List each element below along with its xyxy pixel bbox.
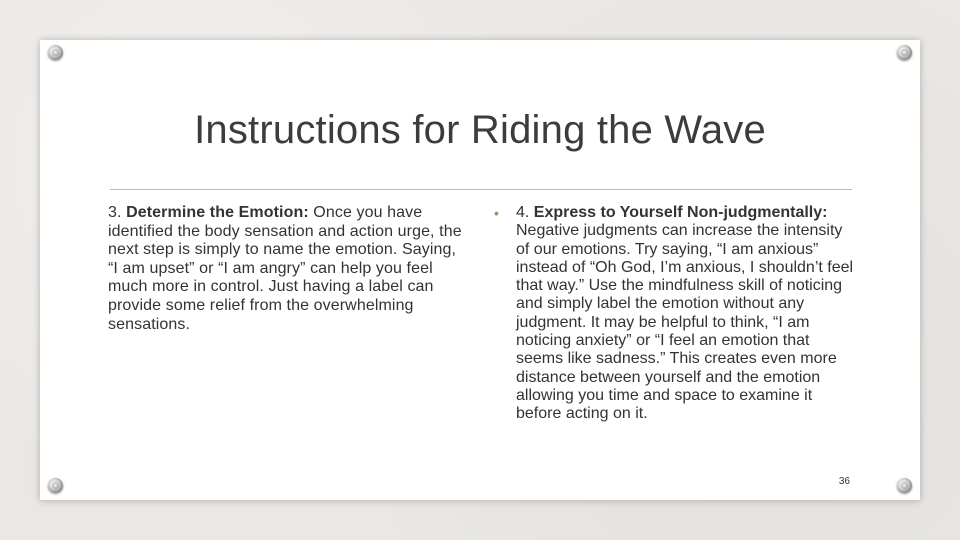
- step-heading: Determine the Emotion:: [126, 204, 309, 221]
- step-number: 3.: [108, 204, 127, 221]
- step-body: Once you have identified the body sensation and action urge, the next step is simply to name the emotion. Saying, “I am upset” or “I am angry” can help you feel much more in control. Just having a label can provide some relief from the overwhelming sensations.: [108, 204, 462, 333]
- slide-title: Instructions for Riding the Wave: [194, 108, 766, 152]
- step-heading: Express to Yourself Non-judgmentally:: [533, 204, 828, 221]
- pushpin-icon: [897, 45, 912, 60]
- right-column-text: [494, 204, 856, 424]
- page-number: 36: [838, 476, 850, 487]
- right-paragraph: [516, 204, 856, 424]
- step-body: Negative judgments can increase the intensity of our emotions. Try saying, “I am anxious” instead of “Oh God, I’m anxious, I shouldn’t feel that way.” Use the mindfulness skill of noticing and simply label the emotion without any judgment. It may be helpful to think, “I am noticing anxiety” or “I feel an emotion that seems like sadness.” This creates even more distance between yourself and the emotion allowing you time and space to examine it before acting on it.: [516, 222, 854, 423]
- pushpin-icon: [48, 45, 63, 60]
- step-number: 4.: [516, 204, 534, 221]
- pushpin-icon: [897, 478, 912, 493]
- title-divider: [110, 189, 852, 190]
- pushpin-icon: [48, 478, 63, 493]
- bullet-icon: •: [494, 205, 499, 221]
- left-column-text: [108, 204, 468, 334]
